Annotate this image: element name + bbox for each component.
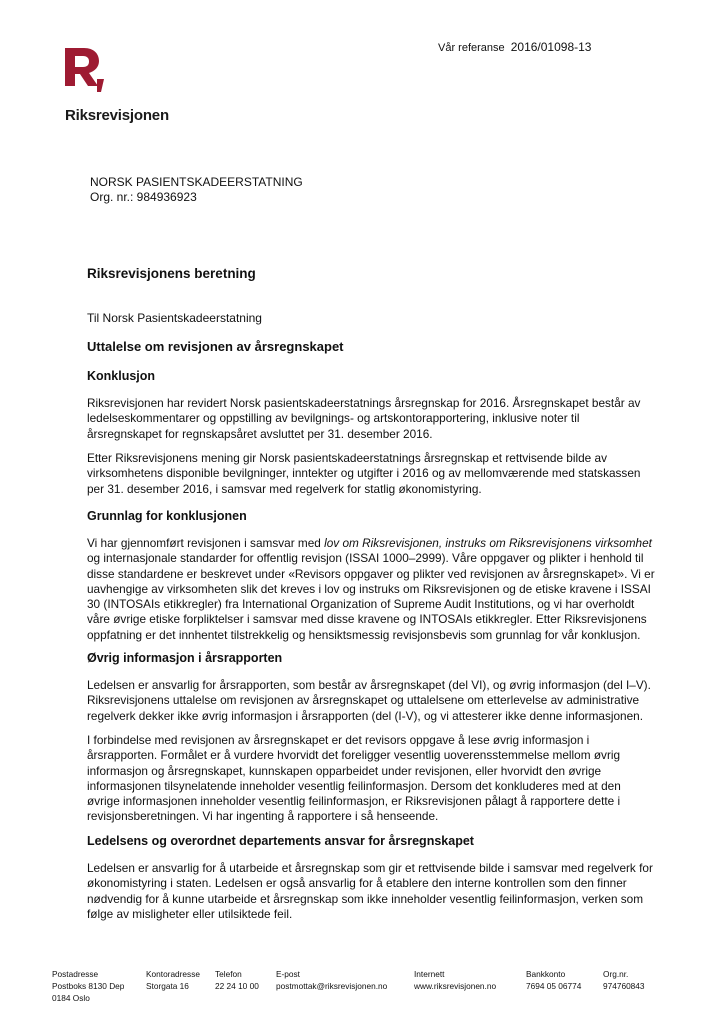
- footer-org: [603, 968, 645, 992]
- basis-line-prefix: Vi har gjennomført revisjonen i samsvar med: [87, 536, 325, 550]
- logo-name: Riksrevisjonen: [65, 107, 169, 124]
- addressee: Til Norsk Pasientskadeerstatning: [87, 311, 262, 325]
- footer-value: 0184 Oslo: [52, 993, 90, 1003]
- footer-label: Bankkonto: [526, 969, 566, 979]
- paragraph-line: Etter Riksrevisjonens mening gir Norsk pasientskadeerstatnings årsregnskap et rettvisende bilde av: [87, 451, 607, 465]
- paragraph-line: Ledelsen er ansvarlig for å utarbeide et årsregnskap som gir et rettvisende bilde i samsvar med regelverk for: [87, 861, 653, 875]
- basis-heading: Grunnlag for konklusjonen: [87, 509, 247, 523]
- paragraph-line: årsregnskapet for regnskapsåret avsluttet per 31. desember 2016.: [87, 426, 433, 441]
- footer-value: 7694 05 06774: [526, 981, 582, 991]
- paragraph-line: Ledelsen er ansvarlig for årsrapporten, som består av årsregnskapet (del VI), og øvrig informasjon (del I–V).: [87, 678, 651, 692]
- paragraph-line: Riksrevisjonen har revidert Norsk pasientskadeerstatnings årsregnskap for 2016. Årsregnskapet består av: [87, 396, 641, 410]
- paragraph-line: virksomhetens disponible bevilgninger, inntekter og utgifter i 2016 og av mellomværende med statskassen: [87, 466, 641, 481]
- footer-label: Telefon: [215, 969, 242, 979]
- other-info-paragraph-2: [87, 733, 687, 825]
- footer-office: [146, 968, 200, 992]
- basis-paragraph: [87, 536, 687, 643]
- footer-label: Kontoradresse: [146, 969, 200, 979]
- riksrevisjonen-logo-icon: [63, 46, 107, 94]
- conclusion-heading: Konklusjon: [87, 369, 156, 383]
- footer-internet: [414, 968, 496, 992]
- footer-label: E-post: [276, 969, 300, 979]
- paragraph-line: oppfatning er det innhentet tilstrekkelig og hensiktsmessig revisjonsbevis som grunnlag for vår konklusjon.: [87, 627, 641, 642]
- responsibility-heading: Ledelsens og overordnet departements ansvar for årsregnskapet: [87, 834, 474, 848]
- paragraph-line: informasjonen tilsynelatende inneholder vesentlig feilinformasjon. Dersom det konkluderes med at den: [87, 778, 621, 793]
- footer-postal: [52, 968, 124, 1004]
- document-title: Riksrevisjonens beretning: [87, 266, 256, 281]
- responsibility-paragraph: [87, 861, 687, 922]
- other-info-heading: Øvrig informasjon i årsrapporten: [87, 651, 283, 665]
- paragraph-line: per 31. desember 2016, i samsvar med regelverk for statlig økonomistyring.: [87, 481, 482, 496]
- paragraph-line: [87, 536, 687, 551]
- reference-number: 2016/01098-13: [510, 40, 592, 54]
- paragraph-line: informasjon og årsregnskapet, kunnskapen opparbeidet under revisjonen, eller hvorvidt den øvrige: [87, 763, 602, 778]
- paragraph-line: I forbindelse med revisjonen av årsregnskapet er det revisors oppgave å lese øvrig informasjon i: [87, 733, 590, 747]
- footer-label: Org.nr.: [603, 969, 629, 979]
- paragraph-line: 30 (INTOSAIs etikkregler) fra International Organization of Supreme Audit Institutions, og vi har overholdt: [87, 597, 635, 612]
- footer-label: Postadresse: [52, 969, 99, 979]
- footer-label: Internett: [414, 969, 445, 979]
- footer-value: www.riksrevisjonen.no: [414, 981, 497, 991]
- footer-value: Storgata 16: [146, 981, 189, 991]
- reference-label: Vår referanse: [438, 42, 505, 54]
- paragraph-line: regelverk dekker ikke øvrig informasjon i årsrapporten (del (I-V), og vi attesterer ikke denne informasjonen.: [87, 708, 644, 723]
- paragraph-line: nødvendig for å kunne utarbeide et årsregnskap som ikke inneholder vesentlig feilinformasjon, verken som: [87, 891, 644, 906]
- footer-value: Postboks 8130 Dep: [52, 981, 125, 991]
- recipient-name: NORSK PASIENTSKADEERSTATNING: [90, 175, 303, 189]
- recipient-org-number: Org. nr.: 984936923: [90, 190, 197, 204]
- conclusion-paragraph-1: [87, 396, 687, 442]
- paragraph-line: ledelseskommentarer og oppstilling av bevilgnings- og artskontorapportering, inklusive noter til: [87, 411, 580, 426]
- other-info-paragraph-1: [87, 678, 687, 724]
- paragraph-line: disse standardene er beskrevet under «Revisors oppgaver og plikter ved revisjonen av årsregnskapet». Vi er: [87, 566, 655, 581]
- paragraph-line: øvrige informasjonen inneholder vesentlig feilinformasjon, er Riksrevisjonen pålagt å rapportere dette i: [87, 794, 621, 809]
- paragraph-line: årsrapporten. Formålet er å vurdere hvorvidt det foreligger vesentlig uoverensstemmelse mellom øvrig: [87, 748, 621, 763]
- conclusion-paragraph-2: [87, 451, 687, 497]
- paragraph-line: våre øvrige etiske forpliktelser i samsvar med disse kravene og INTOSAIs etikkregler. Etter Riksrevisjonens: [87, 612, 647, 627]
- footer-value: 974760843: [603, 981, 645, 991]
- footer-phone: [215, 968, 259, 992]
- paragraph-line: Riksrevisjonens uttalelse om revisjonen av årsregnskapet og uttalelsene om etterlevelse av administrative: [87, 693, 640, 708]
- reference: [438, 40, 591, 54]
- footer-email: [276, 968, 387, 992]
- footer-value: postmottak@riksrevisjonen.no: [276, 981, 388, 991]
- paragraph-line: og internasjonale standarder for offentlig revisjon (ISSAI 1000–2999). Våre oppgaver og plikter i henhold til: [87, 551, 644, 566]
- paragraph-line: økonomistyring i staten. Ledelsen er også ansvarlig for å etablere den interne kontrollen som den finner: [87, 876, 627, 891]
- section-title: Uttalelse om revisjonen av årsregnskapet: [87, 339, 344, 354]
- paragraph-line: følge av misligheter eller utilsiktede feil.: [87, 906, 293, 921]
- paragraph-line: uavhengige av virksomheten slik det kreves i lov og instruks om Riksrevisjonen og de etiske kravene i ISSAI: [87, 581, 651, 596]
- footer-bank: [526, 968, 581, 992]
- footer-value: 22 24 10 00: [215, 981, 259, 991]
- recipient-block: [90, 175, 303, 205]
- law-reference: lov om Riksrevisjonen, instruks om Riksrevisjonens virksomhet: [324, 536, 652, 550]
- paragraph-line: revisjonsberetningen. Vi har ingenting å rapportere i så henseende.: [87, 809, 439, 824]
